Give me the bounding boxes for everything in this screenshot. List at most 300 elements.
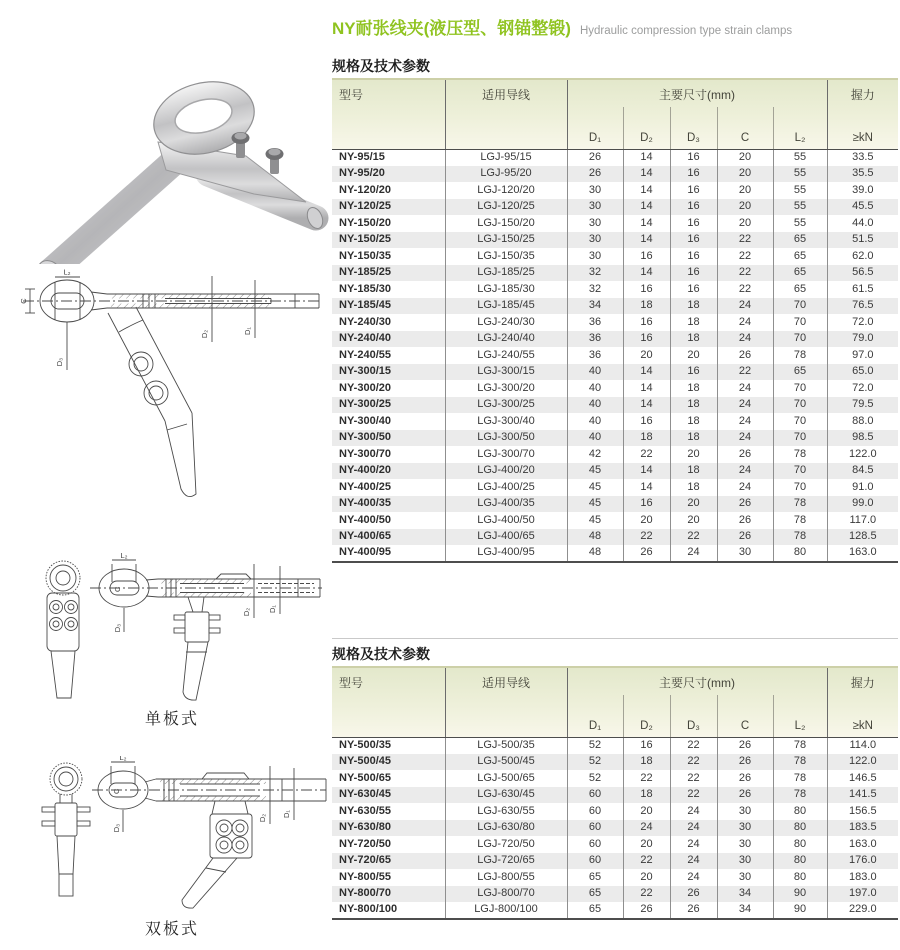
d3-cell: 18 bbox=[670, 298, 717, 315]
d1-cell: 65 bbox=[567, 869, 623, 886]
table-row bbox=[332, 380, 898, 397]
d1-cell: 26 bbox=[567, 149, 623, 166]
col-grip-unit: ≥kN bbox=[827, 107, 898, 149]
table-row bbox=[332, 479, 898, 496]
d3-cell: 22 bbox=[670, 737, 717, 754]
d2-cell: 14 bbox=[623, 397, 670, 414]
c-cell: 30 bbox=[717, 803, 773, 820]
model-cell: NY-150/20 bbox=[339, 216, 391, 229]
c-cell: 20 bbox=[717, 215, 773, 232]
grip-cell: 128.5 bbox=[827, 529, 898, 546]
l2-cell: 78 bbox=[773, 496, 827, 513]
d1-cell: 45 bbox=[567, 512, 623, 529]
l2-cell: 80 bbox=[773, 853, 827, 870]
l2-cell: 80 bbox=[773, 869, 827, 886]
col-l2: L₂ bbox=[773, 107, 827, 149]
d1-cell: 60 bbox=[567, 787, 623, 804]
grip-cell: 72.0 bbox=[827, 314, 898, 331]
model-cell: NY-95/15 bbox=[339, 151, 385, 163]
col-d1: D₁ bbox=[567, 107, 623, 149]
d3-cell: 24 bbox=[670, 869, 717, 886]
table-row bbox=[332, 820, 898, 837]
model-cell: NY-500/45 bbox=[339, 755, 391, 768]
l2-cell: 55 bbox=[773, 149, 827, 166]
c-cell: 24 bbox=[717, 463, 773, 480]
d2-cell: 14 bbox=[623, 479, 670, 496]
d2-cell: 16 bbox=[623, 496, 670, 513]
model-cell: NY-630/55 bbox=[339, 804, 391, 817]
dim-label-l2: L₂ bbox=[63, 268, 71, 277]
d2-cell: 24 bbox=[623, 820, 670, 837]
d3-cell: 18 bbox=[670, 331, 717, 348]
table-row bbox=[332, 853, 898, 870]
grip-cell: 122.0 bbox=[827, 446, 898, 463]
table-row bbox=[332, 754, 898, 771]
model-cell: NY-400/50 bbox=[339, 513, 391, 526]
d2-cell: 14 bbox=[623, 265, 670, 282]
d2-cell: 22 bbox=[623, 853, 670, 870]
conductor-cell: LGJ-630/55 bbox=[445, 803, 567, 820]
col-d3: D₃ bbox=[670, 695, 717, 737]
d1-cell: 40 bbox=[567, 397, 623, 414]
table-header bbox=[332, 79, 898, 149]
col-dims-group: 主要尺寸(mm) bbox=[567, 667, 827, 695]
col-model: 型号 bbox=[332, 79, 445, 149]
col-dims-group: 主要尺寸(mm) bbox=[567, 79, 827, 107]
l2-cell: 55 bbox=[773, 182, 827, 199]
dim-label-d2: D₂ bbox=[200, 329, 209, 339]
grip-cell: 176.0 bbox=[827, 853, 898, 870]
d2-cell: 18 bbox=[623, 787, 670, 804]
model-cell: NY-720/50 bbox=[339, 837, 391, 850]
model-cell: NY-800/100 bbox=[339, 903, 398, 916]
table-row bbox=[332, 770, 898, 787]
d1-cell: 34 bbox=[567, 298, 623, 315]
c-cell: 22 bbox=[717, 364, 773, 381]
d1-cell: 40 bbox=[567, 380, 623, 397]
grip-cell: 163.0 bbox=[827, 545, 898, 562]
d1-cell: 45 bbox=[567, 463, 623, 480]
dim-label-d3: D₃ bbox=[55, 357, 64, 367]
c-cell: 22 bbox=[717, 248, 773, 265]
single-plate-label: 单板式 bbox=[144, 711, 199, 728]
table-header bbox=[332, 667, 898, 737]
d2-cell: 14 bbox=[623, 463, 670, 480]
l2-cell: 70 bbox=[773, 331, 827, 348]
section-divider bbox=[332, 638, 898, 639]
d3-cell: 20 bbox=[670, 496, 717, 513]
model-cell: NY-720/65 bbox=[339, 854, 391, 867]
conductor-cell: LGJ-500/45 bbox=[445, 754, 567, 771]
model-cell: NY-400/95 bbox=[339, 546, 391, 559]
table-row bbox=[332, 512, 898, 529]
table-row bbox=[332, 265, 898, 282]
grip-cell: 45.5 bbox=[827, 199, 898, 216]
model-cell: NY-800/70 bbox=[339, 887, 391, 900]
d1-cell: 60 bbox=[567, 820, 623, 837]
l2-cell: 65 bbox=[773, 364, 827, 381]
model-cell: NY-150/25 bbox=[339, 233, 391, 246]
conductor-cell: LGJ-300/40 bbox=[445, 413, 567, 430]
col-d3: D₃ bbox=[670, 107, 717, 149]
c-cell: 24 bbox=[717, 413, 773, 430]
conductor-cell: LGJ-400/95 bbox=[445, 545, 567, 562]
table-body bbox=[332, 737, 898, 919]
d3-cell: 16 bbox=[670, 232, 717, 249]
table-row bbox=[332, 314, 898, 331]
c-cell: 26 bbox=[717, 496, 773, 513]
c-cell: 30 bbox=[717, 869, 773, 886]
conductor-cell: LGJ-240/30 bbox=[445, 314, 567, 331]
l2-cell: 78 bbox=[773, 347, 827, 364]
model-cell: NY-300/40 bbox=[339, 414, 391, 427]
d3-cell: 18 bbox=[670, 413, 717, 430]
model-cell: NY-185/25 bbox=[339, 266, 391, 279]
col-grip: 握力 bbox=[827, 667, 898, 695]
d3-cell: 16 bbox=[670, 166, 717, 183]
c-cell: 20 bbox=[717, 166, 773, 183]
d2-cell: 26 bbox=[623, 545, 670, 562]
c-cell: 24 bbox=[717, 331, 773, 348]
d2-cell: 20 bbox=[623, 803, 670, 820]
l2-cell: 65 bbox=[773, 281, 827, 298]
d2-cell: 14 bbox=[623, 182, 670, 199]
c-cell: 26 bbox=[717, 347, 773, 364]
d2-cell: 14 bbox=[623, 380, 670, 397]
c-cell: 26 bbox=[717, 787, 773, 804]
conductor-cell: LGJ-95/20 bbox=[445, 166, 567, 183]
grip-cell: 65.0 bbox=[827, 364, 898, 381]
d3-cell: 22 bbox=[670, 754, 717, 771]
d3-cell: 16 bbox=[670, 149, 717, 166]
d3-cell: 24 bbox=[670, 545, 717, 562]
l2-cell: 80 bbox=[773, 545, 827, 562]
d3-cell: 18 bbox=[670, 380, 717, 397]
l2-cell: 70 bbox=[773, 463, 827, 480]
drawing-double-plate bbox=[30, 756, 330, 914]
dim-label-d2: D₂ bbox=[242, 607, 251, 617]
table-row bbox=[332, 463, 898, 480]
d2-cell: 16 bbox=[623, 737, 670, 754]
col-c: C bbox=[717, 107, 773, 149]
grip-cell: 33.5 bbox=[827, 149, 898, 166]
c-cell: 30 bbox=[717, 545, 773, 562]
d2-cell: 16 bbox=[623, 248, 670, 265]
content-column bbox=[332, 0, 898, 950]
d1-cell: 32 bbox=[567, 265, 623, 282]
d2-cell: 14 bbox=[623, 166, 670, 183]
model-cell: NY-400/35 bbox=[339, 497, 391, 510]
conductor-cell: LGJ-400/65 bbox=[445, 529, 567, 546]
d1-cell: 30 bbox=[567, 182, 623, 199]
table-row bbox=[332, 737, 898, 754]
d2-cell: 20 bbox=[623, 836, 670, 853]
grip-cell: 114.0 bbox=[827, 737, 898, 754]
conductor-cell: LGJ-300/20 bbox=[445, 380, 567, 397]
grip-cell: 197.0 bbox=[827, 886, 898, 903]
table-row bbox=[332, 529, 898, 546]
d2-cell: 22 bbox=[623, 529, 670, 546]
d3-cell: 16 bbox=[670, 364, 717, 381]
conductor-cell: LGJ-300/70 bbox=[445, 446, 567, 463]
l2-cell: 90 bbox=[773, 902, 827, 919]
d1-cell: 30 bbox=[567, 248, 623, 265]
d3-cell: 16 bbox=[670, 248, 717, 265]
model-cell: NY-150/35 bbox=[339, 249, 391, 262]
table-row bbox=[332, 446, 898, 463]
grip-cell: 141.5 bbox=[827, 787, 898, 804]
grip-cell: 229.0 bbox=[827, 902, 898, 919]
grip-cell: 62.0 bbox=[827, 248, 898, 265]
conductor-cell: LGJ-720/50 bbox=[445, 836, 567, 853]
d1-cell: 60 bbox=[567, 836, 623, 853]
d2-cell: 26 bbox=[623, 902, 670, 919]
table-row bbox=[332, 199, 898, 216]
table-row bbox=[332, 182, 898, 199]
d2-cell: 22 bbox=[623, 770, 670, 787]
conductor-cell: LGJ-300/25 bbox=[445, 397, 567, 414]
table-row bbox=[332, 232, 898, 249]
page-title: NY耐张线夹(液压型、钢锚整锻) bbox=[332, 19, 571, 38]
grip-cell: 117.0 bbox=[827, 512, 898, 529]
table-row bbox=[332, 545, 898, 562]
d3-cell: 16 bbox=[670, 281, 717, 298]
d2-cell: 14 bbox=[623, 149, 670, 166]
model-cell: NY-240/55 bbox=[339, 348, 391, 361]
c-cell: 30 bbox=[717, 836, 773, 853]
d2-cell: 16 bbox=[623, 281, 670, 298]
l2-cell: 70 bbox=[773, 314, 827, 331]
dim-label-d3: D₃ bbox=[112, 823, 121, 833]
l2-cell: 70 bbox=[773, 298, 827, 315]
d1-cell: 30 bbox=[567, 232, 623, 249]
section2-heading: 规格及技术参数 bbox=[332, 646, 430, 662]
d1-cell: 60 bbox=[567, 853, 623, 870]
d2-cell: 18 bbox=[623, 430, 670, 447]
table-row bbox=[332, 298, 898, 315]
conductor-cell: LGJ-150/35 bbox=[445, 248, 567, 265]
grip-cell: 91.0 bbox=[827, 479, 898, 496]
d1-cell: 65 bbox=[567, 902, 623, 919]
col-grip: 握力 bbox=[827, 79, 898, 107]
l2-cell: 80 bbox=[773, 836, 827, 853]
col-d1: D₁ bbox=[567, 695, 623, 737]
grip-cell: 163.0 bbox=[827, 836, 898, 853]
conductor-cell: LGJ-400/20 bbox=[445, 463, 567, 480]
grip-cell: 156.5 bbox=[827, 803, 898, 820]
drawing-single-plate bbox=[30, 552, 328, 704]
l2-cell: 70 bbox=[773, 479, 827, 496]
d2-cell: 22 bbox=[623, 446, 670, 463]
d2-cell: 14 bbox=[623, 364, 670, 381]
model-cell: NY-500/65 bbox=[339, 771, 391, 784]
grip-cell: 183.0 bbox=[827, 869, 898, 886]
d2-cell: 18 bbox=[623, 298, 670, 315]
d1-cell: 52 bbox=[567, 737, 623, 754]
table-row bbox=[332, 364, 898, 381]
d1-cell: 40 bbox=[567, 430, 623, 447]
spec-table-2 bbox=[332, 666, 898, 920]
grip-cell: 122.0 bbox=[827, 754, 898, 771]
product-photo bbox=[8, 42, 330, 264]
grip-cell: 183.5 bbox=[827, 820, 898, 837]
dim-label-c: C bbox=[19, 298, 28, 304]
d1-cell: 36 bbox=[567, 331, 623, 348]
d3-cell: 18 bbox=[670, 397, 717, 414]
c-cell: 30 bbox=[717, 820, 773, 837]
l2-cell: 65 bbox=[773, 232, 827, 249]
dim-label-c: C bbox=[112, 788, 121, 794]
table-row bbox=[332, 347, 898, 364]
d3-cell: 18 bbox=[670, 430, 717, 447]
d1-cell: 26 bbox=[567, 166, 623, 183]
model-cell: NY-120/20 bbox=[339, 183, 391, 196]
l2-cell: 70 bbox=[773, 380, 827, 397]
grip-cell: 76.5 bbox=[827, 298, 898, 315]
d3-cell: 24 bbox=[670, 836, 717, 853]
l2-cell: 78 bbox=[773, 529, 827, 546]
l2-cell: 78 bbox=[773, 754, 827, 771]
d1-cell: 48 bbox=[567, 529, 623, 546]
model-cell: NY-185/30 bbox=[339, 282, 391, 295]
l2-cell: 55 bbox=[773, 166, 827, 183]
d3-cell: 18 bbox=[670, 463, 717, 480]
model-cell: NY-95/20 bbox=[339, 167, 385, 180]
c-cell: 22 bbox=[717, 265, 773, 282]
d3-cell: 16 bbox=[670, 215, 717, 232]
c-cell: 22 bbox=[717, 232, 773, 249]
grip-cell: 35.5 bbox=[827, 166, 898, 183]
model-cell: NY-120/25 bbox=[339, 200, 391, 213]
grip-cell: 88.0 bbox=[827, 413, 898, 430]
d1-cell: 30 bbox=[567, 199, 623, 216]
conductor-cell: LGJ-240/55 bbox=[445, 347, 567, 364]
grip-cell: 98.5 bbox=[827, 430, 898, 447]
d3-cell: 24 bbox=[670, 803, 717, 820]
c-cell: 20 bbox=[717, 199, 773, 216]
model-cell: NY-300/70 bbox=[339, 447, 391, 460]
d2-cell: 20 bbox=[623, 869, 670, 886]
l2-cell: 70 bbox=[773, 413, 827, 430]
dim-label-d1: D₁ bbox=[268, 605, 277, 613]
col-d2: D₂ bbox=[623, 107, 670, 149]
col-grip-unit: ≥kN bbox=[827, 695, 898, 737]
table-row bbox=[332, 281, 898, 298]
table-row bbox=[332, 869, 898, 886]
d3-cell: 24 bbox=[670, 820, 717, 837]
d1-cell: 45 bbox=[567, 496, 623, 513]
d1-cell: 40 bbox=[567, 413, 623, 430]
dim-label-d2: D₂ bbox=[258, 813, 267, 823]
d2-cell: 22 bbox=[623, 886, 670, 903]
l2-cell: 70 bbox=[773, 430, 827, 447]
d2-cell: 20 bbox=[623, 347, 670, 364]
conductor-cell: LGJ-720/65 bbox=[445, 853, 567, 870]
d2-cell: 16 bbox=[623, 331, 670, 348]
l2-cell: 78 bbox=[773, 770, 827, 787]
model-cell: NY-300/20 bbox=[339, 381, 391, 394]
d1-cell: 52 bbox=[567, 770, 623, 787]
table-row bbox=[332, 803, 898, 820]
c-cell: 24 bbox=[717, 314, 773, 331]
drawing-overview bbox=[15, 268, 327, 512]
d3-cell: 22 bbox=[670, 529, 717, 546]
col-conductor: 适用导线 bbox=[445, 667, 567, 737]
d2-cell: 14 bbox=[623, 199, 670, 216]
c-cell: 24 bbox=[717, 479, 773, 496]
table-row bbox=[332, 215, 898, 232]
conductor-cell: LGJ-240/40 bbox=[445, 331, 567, 348]
l2-cell: 65 bbox=[773, 265, 827, 282]
grip-cell: 97.0 bbox=[827, 347, 898, 364]
table-row bbox=[332, 836, 898, 853]
d3-cell: 26 bbox=[670, 902, 717, 919]
d1-cell: 60 bbox=[567, 803, 623, 820]
grip-cell: 84.5 bbox=[827, 463, 898, 480]
d3-cell: 16 bbox=[670, 265, 717, 282]
conductor-cell: LGJ-400/35 bbox=[445, 496, 567, 513]
dim-label-c: C bbox=[113, 586, 122, 592]
conductor-cell: LGJ-95/15 bbox=[445, 149, 567, 166]
l2-cell: 78 bbox=[773, 446, 827, 463]
c-cell: 20 bbox=[717, 149, 773, 166]
model-cell: NY-240/40 bbox=[339, 332, 391, 345]
conductor-cell: LGJ-400/50 bbox=[445, 512, 567, 529]
d1-cell: 36 bbox=[567, 347, 623, 364]
spec-table-1 bbox=[332, 78, 898, 563]
l2-cell: 78 bbox=[773, 737, 827, 754]
model-cell: NY-630/45 bbox=[339, 788, 391, 801]
l2-cell: 80 bbox=[773, 820, 827, 837]
l2-cell: 70 bbox=[773, 397, 827, 414]
dim-label-l2: L₂ bbox=[120, 552, 128, 560]
conductor-cell: LGJ-185/30 bbox=[445, 281, 567, 298]
page-subtitle: Hydraulic compression type strain clamps bbox=[579, 25, 793, 37]
dim-label-l2: L₂ bbox=[119, 756, 127, 762]
table-row bbox=[332, 166, 898, 183]
d1-cell: 30 bbox=[567, 215, 623, 232]
grip-cell: 61.5 bbox=[827, 281, 898, 298]
c-cell: 26 bbox=[717, 529, 773, 546]
conductor-cell: LGJ-500/65 bbox=[445, 770, 567, 787]
d3-cell: 24 bbox=[670, 853, 717, 870]
d2-cell: 16 bbox=[623, 413, 670, 430]
d3-cell: 18 bbox=[670, 314, 717, 331]
conductor-cell: LGJ-300/50 bbox=[445, 430, 567, 447]
d2-cell: 14 bbox=[623, 215, 670, 232]
dim-label-d3: D₃ bbox=[113, 623, 122, 633]
grip-cell: 72.0 bbox=[827, 380, 898, 397]
conductor-cell: LGJ-800/70 bbox=[445, 886, 567, 903]
conductor-cell: LGJ-185/45 bbox=[445, 298, 567, 315]
c-cell: 26 bbox=[717, 737, 773, 754]
conductor-cell: LGJ-630/45 bbox=[445, 787, 567, 804]
table-row bbox=[332, 902, 898, 919]
front-view bbox=[46, 561, 80, 698]
c-cell: 24 bbox=[717, 397, 773, 414]
d1-cell: 32 bbox=[567, 281, 623, 298]
model-cell: NY-300/25 bbox=[339, 398, 391, 411]
c-cell: 26 bbox=[717, 512, 773, 529]
model-cell: NY-400/20 bbox=[339, 464, 391, 477]
d3-cell: 16 bbox=[670, 182, 717, 199]
l2-cell: 55 bbox=[773, 215, 827, 232]
conductor-cell: LGJ-630/80 bbox=[445, 820, 567, 837]
d1-cell: 65 bbox=[567, 886, 623, 903]
grip-cell: 99.0 bbox=[827, 496, 898, 513]
c-cell: 34 bbox=[717, 886, 773, 903]
model-cell: NY-500/35 bbox=[339, 739, 391, 751]
